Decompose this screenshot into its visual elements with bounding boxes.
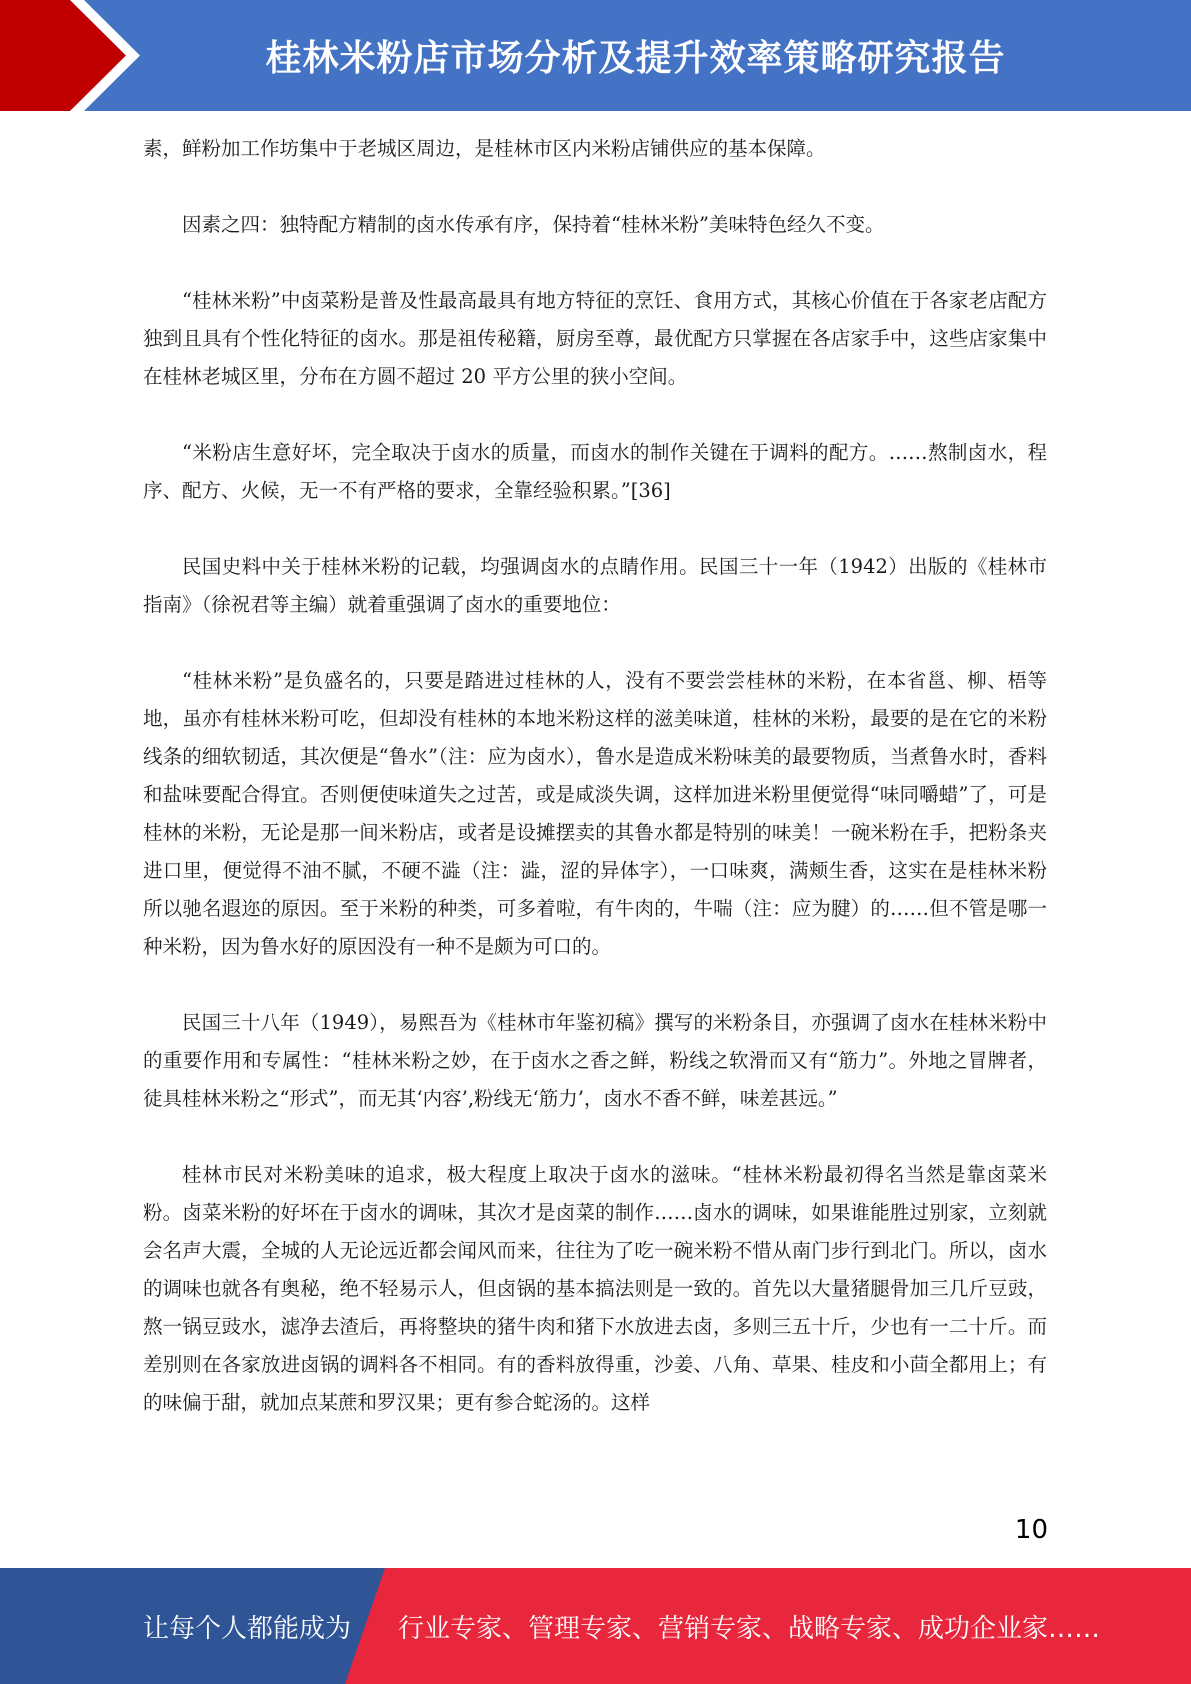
document-body bbox=[143, 130, 1047, 1460]
footer-banner bbox=[0, 1568, 1191, 1684]
paragraph: 因素之四：独特配方精制的卤水传承有序，保持着“桂林米粉”美味特色经久不变。 bbox=[182, 213, 885, 236]
footer-slogan-left: 让每个人都能成为 bbox=[143, 1613, 352, 1644]
paragraph: 民国三十八年（1949），易熙吾为《桂林市年鉴初稿》撰写的米粉条目，亦强调了卤水在桂林米粉中的重要作用和专属性：“桂林米粉之妙，在于卤水之香之鲜，粉线之软滑而又有“筋力”。外地之冒牌者，徒具桂林米粉之“形式”，而无其‘内容’,粉线无‘筋力’，卤水不香不鲜，味差甚远。” bbox=[143, 1011, 1047, 1110]
header-banner bbox=[0, 0, 1191, 111]
paragraph: 桂林市民对米粉美味的追求，极大程度上取决于卤水的滋味。“桂林米粉最初得名当然是靠卤菜米粉。卤菜米粉的好坏在于卤水的调味，其次才是卤菜的制作……卤水的调味，如果谁能胜过别家，立刻就会名声大震，全城的人无论远近都会闻风而来，往往为了吃一碗米粉不惜从南门步行到北门。所以，卤水的调味也就各有奥秘，绝不轻易示人，但卤锅的基本搞法则是一致的。首先以大量猪腿骨加三几斤豆豉，熬一锅豆豉水，滤净去渣后，再将整块的猪牛肉和猪下水放进去卤，多则三五十斤，少也有一二十斤。而差别则在各家放进卤锅的调料各不相同。有的香料放得重，沙姜、八角、草果、桂皮和小茴全都用上；有的味偏于甜，就加点某蔗和罗汉果；更有参合蛇汤的。这样 bbox=[143, 1163, 1047, 1414]
report-title: 桂林米粉店市场分析及提升效率策略研究报告 bbox=[265, 38, 1006, 79]
paragraph: 民国史料中关于桂林米粉的记载，均强调卤水的点睛作用。民国三十一年（1942）出版的《桂林市指南》（徐祝君等主编）就着重强调了卤水的重要地位： bbox=[143, 555, 1047, 616]
page-number: 10 bbox=[1014, 1515, 1048, 1545]
paragraph: 素，鲜粉加工作坊集中于老城区周边，是桂林市区内米粉店铺供应的基本保障。 bbox=[143, 137, 826, 160]
quote-paragraph: “桂林米粉”是负盛名的，只要是踏进过桂林的人，没有不要尝尝桂林的米粉，在本省邕、柳、梧等地，虽亦有桂林米粉可吃，但却没有桂林的本地米粉这样的滋美味道，桂林的米粉，最要的是在它的米粉线条的细软韧适，其次便是“鲁水”（注：应为卤水），鲁水是造成米粉味美的最要物质，当煮鲁水时，香料和盐味要配合得宜。否则便使味道失之过苦，或是咸淡失调，这样加进米粉里便觉得“味同嚼蜡”了，可是桂林的米粉，无论是那一间米粉店，或者是设摊摆卖的其鲁水都是特别的味美！一碗米粉在手，把粉条夹进口里，便觉得不油不腻，不硬不澁（注：澁，涩的异体字），一口味爽，满颊生香，这实在是桂林米粉所以驰名遐迩的原因。至于米粉的种类，可多着啦，有牛肉的，牛喘（注：应为腱）的……但不管是哪一种米粉，因为鲁水好的原因没有一种不是颇为可口的。 bbox=[143, 669, 1047, 958]
paragraph: “桂林米粉”中卤菜粉是普及性最高最具有地方特征的烹饪、食用方式，其核心价值在于各家老店配方独到且具有个性化特征的卤水。那是祖传秘籍，厨房至尊，最优配方只掌握在各店家手中，这些店家集中在桂林老城区里，分布在方圆不超过 20 平方公里的狭小空间。 bbox=[143, 289, 1047, 388]
red-arrow-decoration bbox=[0, 0, 150, 111]
paragraph: “米粉店生意好坏，完全取决于卤水的质量，而卤水的制作关键在于调料的配方。……熬制卤水，程序、配方、火候，无一不有严格的要求，全靠经验积累。”[36] bbox=[143, 441, 1047, 502]
footer-slogan-right: 行业专家、管理专家、营销专家、战略专家、成功企业家…… bbox=[398, 1613, 1101, 1644]
